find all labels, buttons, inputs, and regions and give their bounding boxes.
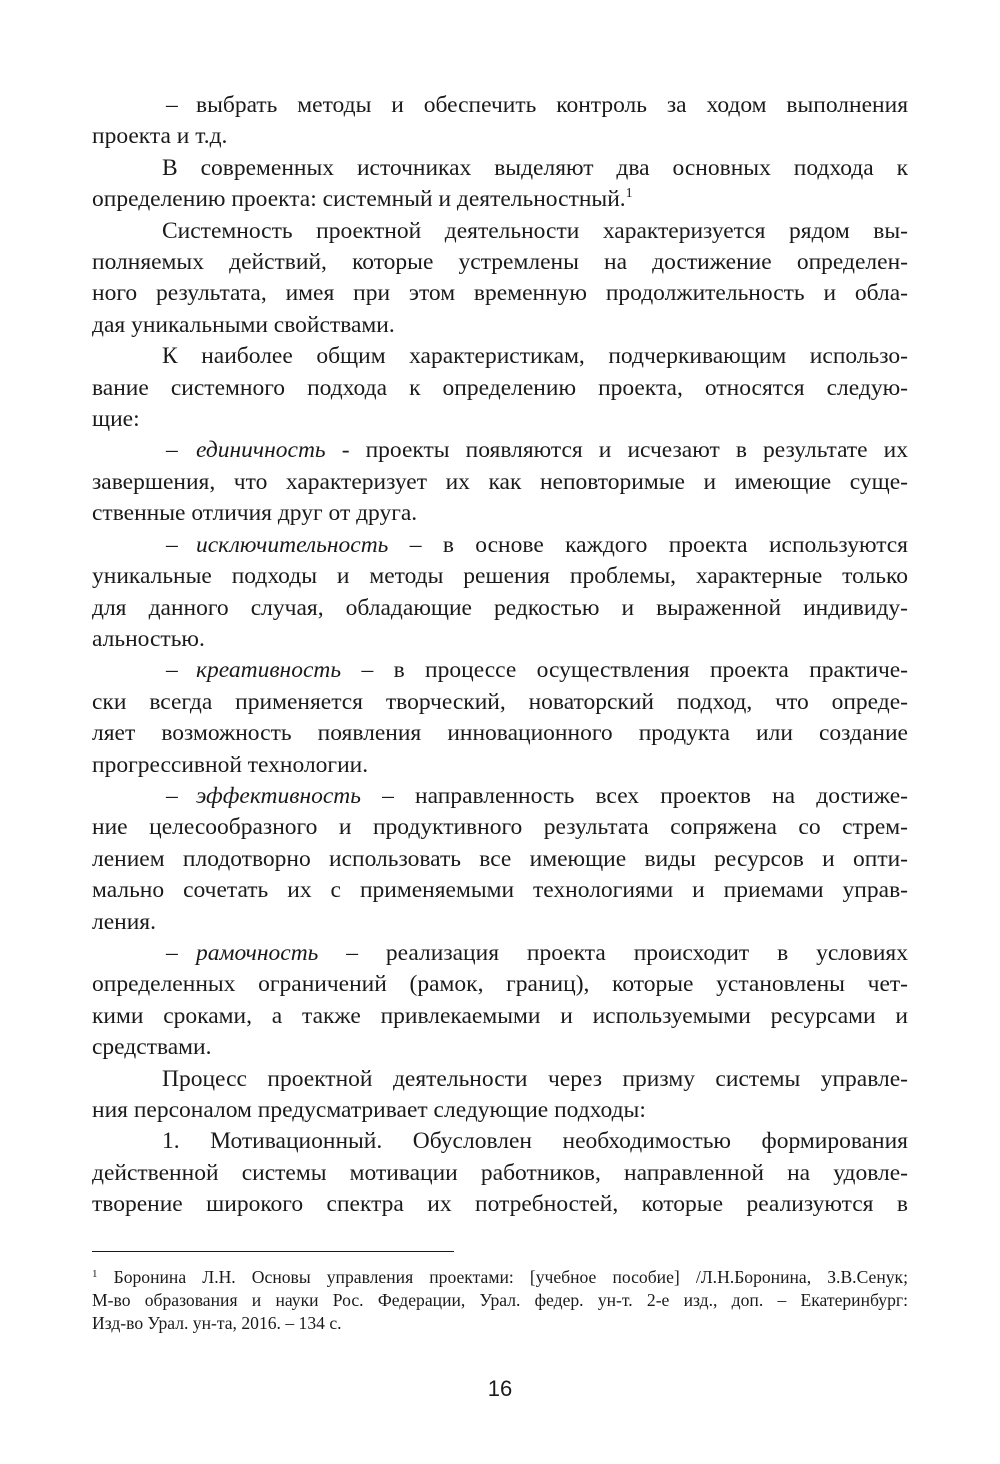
page-number: 16	[487, 1376, 513, 1401]
text-line: мально сочетать их с применяемыми технологиями и приемами управ-	[92, 877, 908, 904]
text-line: определению проекта: системный и деятельностный.$^1$	[92, 186, 633, 213]
text-line: прогрессивной технологии.	[92, 751, 369, 778]
paragraph-systemness	[92, 216, 908, 342]
list-item-framework	[92, 938, 908, 1064]
text-line: – единичность - проекты появляются и исчезают в результате их	[92, 435, 908, 466]
text-line: К наиболее общим характеристикам, подчеркивающим использо-	[162, 343, 908, 370]
footnote-line: $^1$ Боронина Л.Н. Основы управления проектами: [учебное пособие] /Л.Н.Боронина, З.В.Сенук;	[92, 1267, 908, 1287]
text-line: – рамочность – реализация проекта происходит в условиях	[92, 938, 908, 969]
text-line: ления.	[92, 908, 156, 935]
list-dash: –	[166, 531, 178, 558]
list-dash: –	[166, 92, 178, 118]
list-dash: –	[166, 939, 178, 966]
text-line: ние целесообразного и продуктивного результата сопряжена со стрем-	[92, 814, 908, 841]
text-line: щие:	[92, 406, 140, 433]
list-dash: –	[166, 782, 178, 809]
text-line: дая уникальными свойствами.	[92, 311, 395, 338]
footnote-number: 1	[92, 1268, 98, 1280]
paragraph-characteristics-intro	[92, 341, 908, 435]
term: единичность	[196, 437, 326, 464]
paragraph-methods-control	[92, 90, 908, 153]
term: исключительность	[196, 531, 389, 558]
term: рамочность	[196, 939, 319, 966]
page-body	[92, 90, 908, 1221]
text-line: лением плодотворно использовать все имеющие виды ресурсов и опти-	[92, 845, 908, 872]
text-line: альностью.	[92, 625, 205, 652]
text-line: – выбрать методы и обеспечить контроль за ходом выполнения	[92, 90, 908, 121]
list-dash: –	[166, 657, 178, 684]
text-line: определенных ограничений (рамок, границ), которые установлены чет-	[92, 971, 908, 998]
text-line: ния персоналом предусматривает следующие подходы:	[92, 1097, 646, 1123]
text-line: проекта и т.д.	[92, 123, 228, 150]
text-line: В современных источниках выделяют два основных подхода к	[162, 154, 908, 181]
text-line: вание системного подхода к определению проекта, относятся следую-	[92, 374, 908, 401]
text-line: для данного случая, обладающие редкостью и выраженной индивиду-	[92, 594, 908, 621]
text-line: полняемых действий, которые устремлены на достижение определен-	[92, 249, 908, 276]
text-line: ственные отличия друг от друга.	[92, 500, 418, 527]
text-line: 1. Мотивационный. Обусловлен необходимостью формирования	[162, 1128, 908, 1155]
term: креативность	[196, 657, 342, 684]
text-line: уникальные подходы и методы решения проблемы, характерные только	[92, 563, 908, 590]
paragraph-motivational	[92, 1126, 908, 1220]
footnote-line: Изд-во Урал. ун-та, 2016. – 134 с.	[92, 1313, 342, 1334]
footnote-separator	[92, 1251, 454, 1252]
text-line: Системность проектной деятельности характеризуется рядом вы-	[162, 217, 908, 244]
list-item-efficiency	[92, 781, 908, 938]
list-item-creativity	[92, 655, 908, 781]
paragraph-approaches	[92, 153, 908, 216]
paragraph-process	[92, 1064, 908, 1127]
list-item-uniqueness	[92, 435, 908, 529]
text-line: ного результата, имея при этом временную продолжительность и обла-	[92, 280, 908, 307]
text-line: – исключительность – в основе каждого проекта используются	[92, 530, 908, 561]
text-line: – эффективность – направленность всех проектов на достиже-	[92, 781, 908, 812]
text-line: – креативность – в процессе осуществления проекта практиче-	[92, 655, 908, 686]
footnote-reference[interactable]: 1	[625, 186, 633, 202]
text-line: кими сроками, а также привлекаемыми и используемыми ресурсами и	[92, 1002, 908, 1029]
text-line: Процесс проектной деятельности через призму системы управле-	[162, 1065, 908, 1092]
text-line: средствами.	[92, 1034, 212, 1061]
text-line: ски всегда применяется творческий, новаторский подход, что опреде-	[92, 688, 908, 715]
footnote	[92, 1266, 908, 1336]
list-item-exclusivity	[92, 530, 908, 656]
list-dash: –	[166, 437, 178, 464]
text-line: ляет возможность появления инновационного продукта или создание	[92, 720, 908, 747]
term: эффективность	[196, 782, 361, 809]
text-line: завершения, что характеризует их как неповторимые и имеющие суще-	[92, 468, 908, 495]
footnote-line: М-во образования и науки Рос. Федерации, Урал. федер. ун-т. 2-е изд., доп. – Екатеринбург:	[92, 1290, 908, 1311]
text-line: творение широкого спектра их потребностей, которые реализуются в	[92, 1191, 908, 1218]
text-line: действенной системы мотивации работников, направленной на удовле-	[92, 1159, 908, 1186]
